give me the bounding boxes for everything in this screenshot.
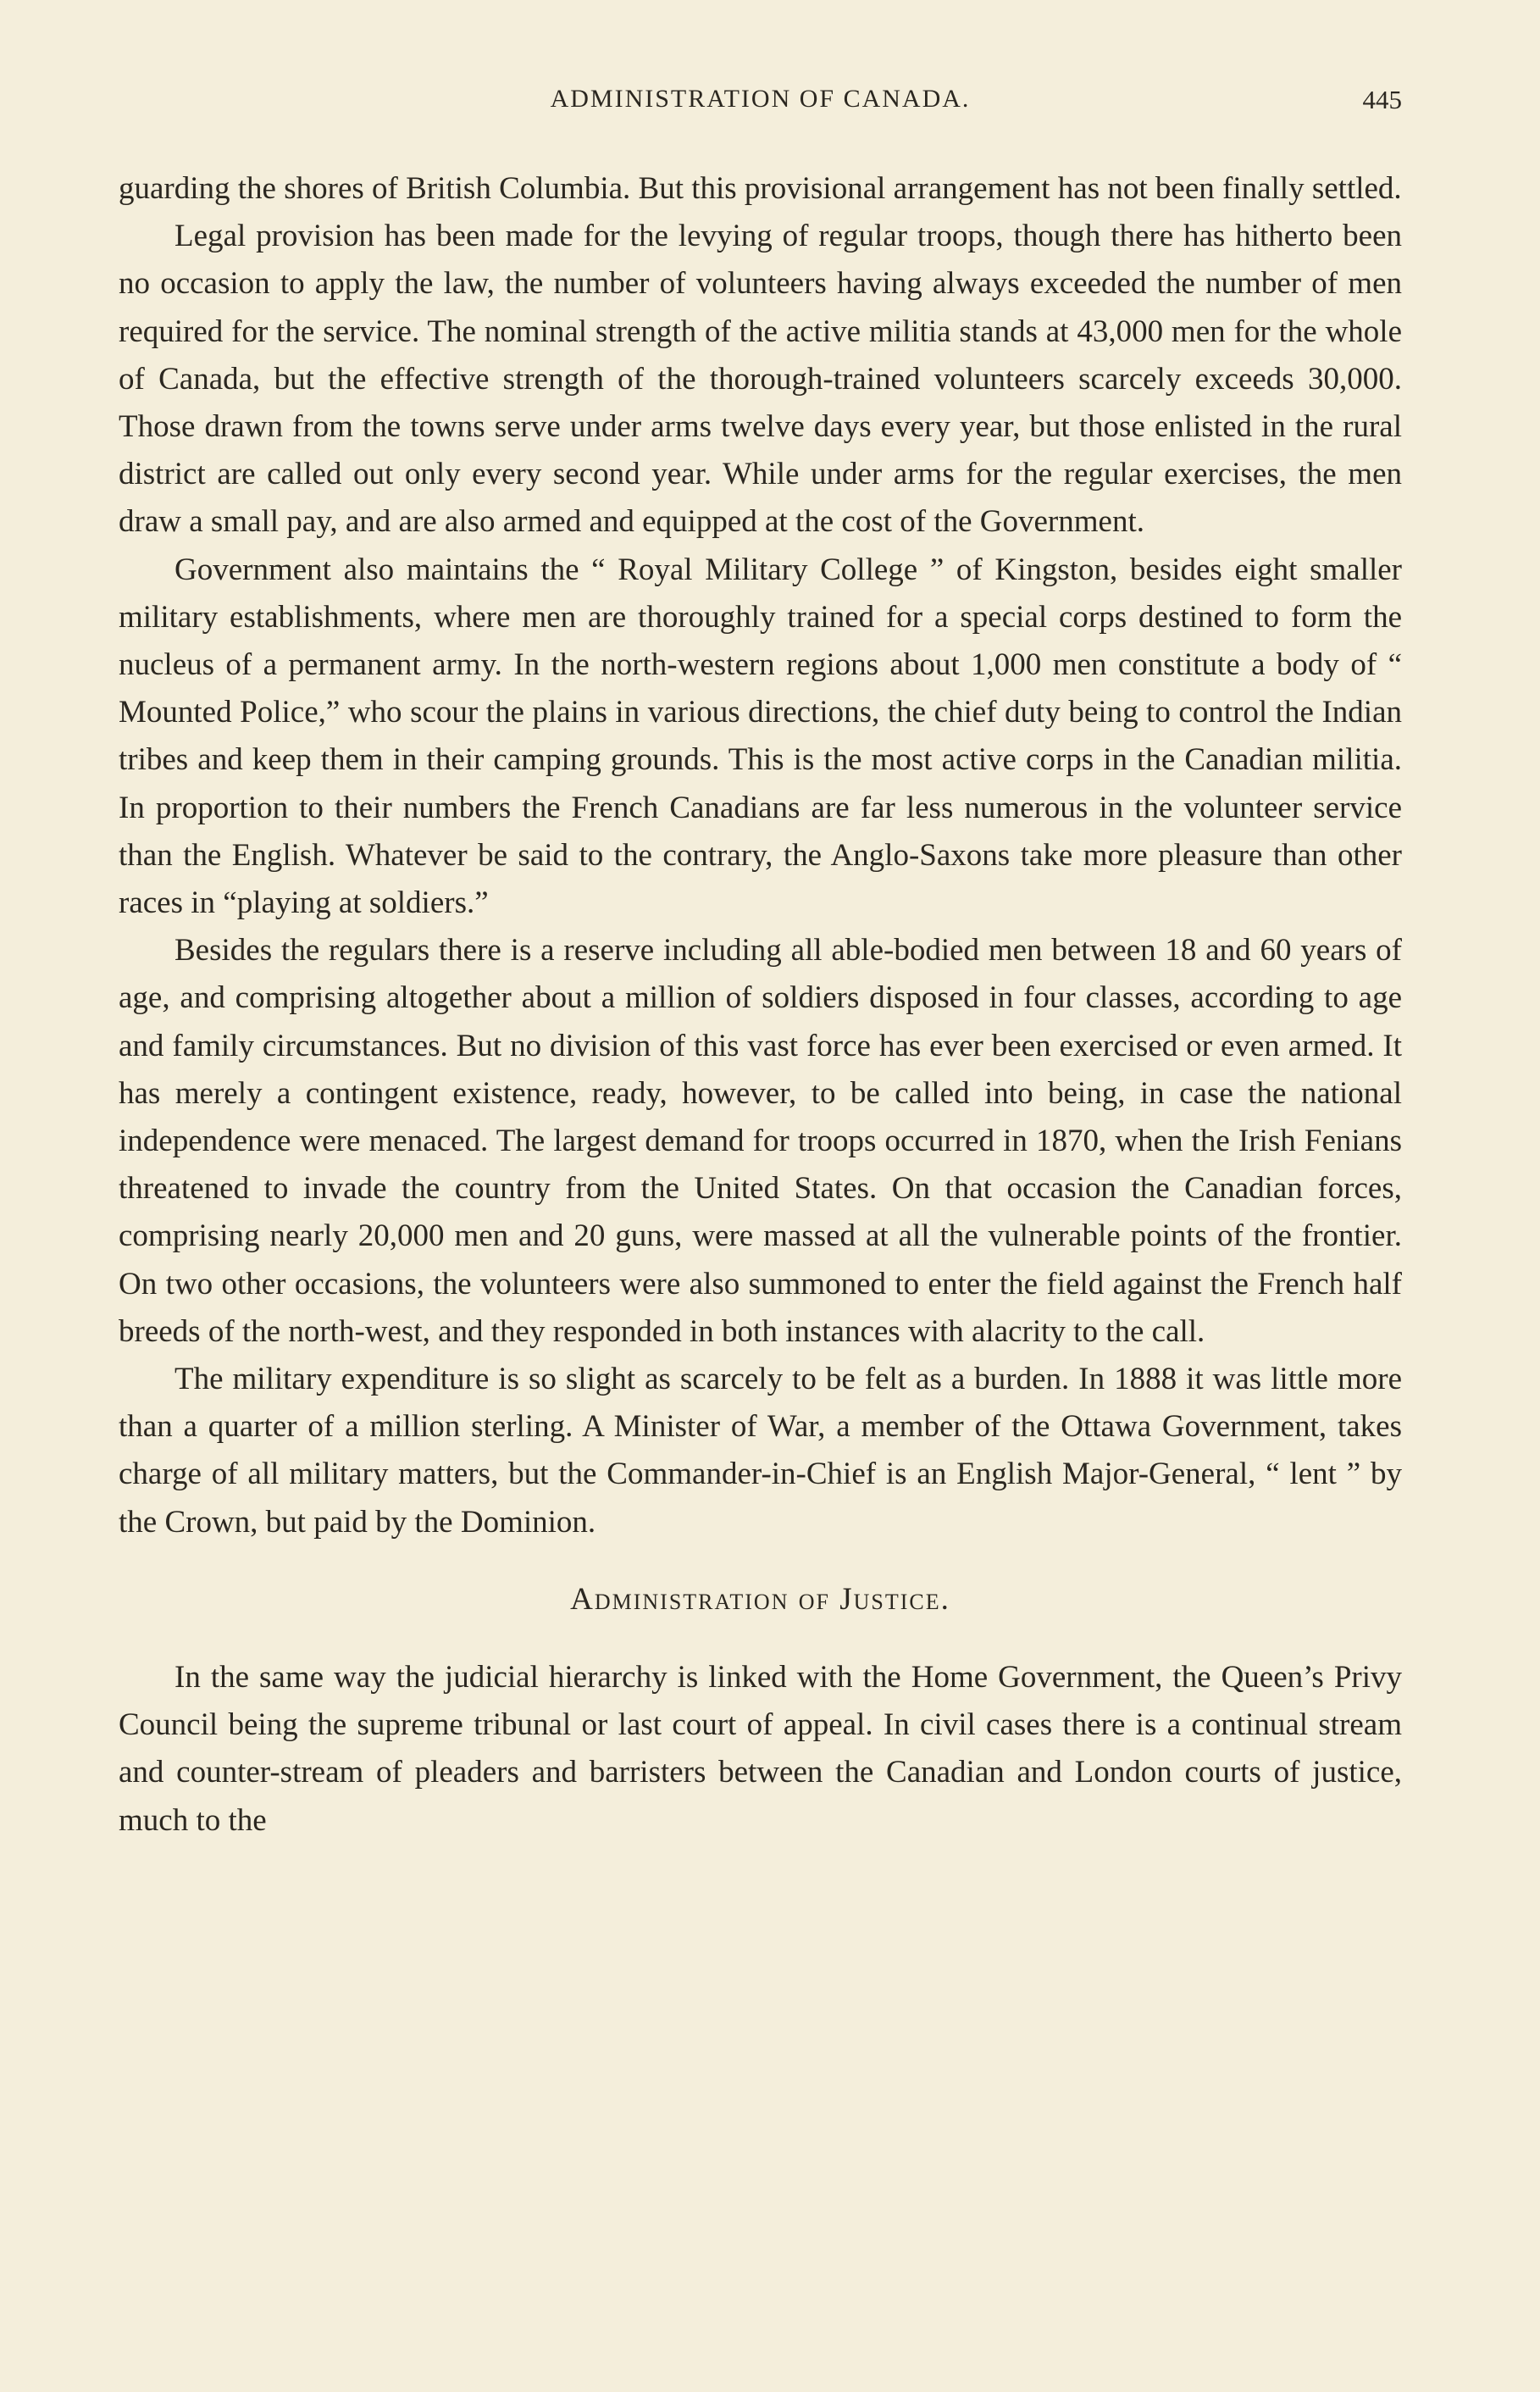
running-title: ADMINISTRATION OF CANADA.: [550, 85, 971, 113]
body-text: [119, 165, 1402, 1845]
paragraph-justice: In the same way the judicial hierarchy is linked with the Home Government, the Queen’s Privy Council being the supreme tribunal or last court of appeal. In civil cases there is a continual stream and counter-stream of pleaders and barristers between the Canadian and London courts of justice, much to the: [119, 1659, 1402, 1838]
paragraph-militia-strength: Legal provision has been made for the levying of regular troops, though there has hitherto been no occasion to apply the law, the number of volunteers having always exceeded the number of men required for the service. The nominal strength of the active militia stands at 43,000 men for the whole of Canada, but the effective strength of the thorough-trained volunteers scarcely exceeds 30,000. Those drawn from the towns serve under arms twelve days every year, but those enlisted in the rural district are called out only every second year. While under arms for the regular exercises, the men draw a small pay, and are also armed and equipped at the cost of the Government.: [119, 219, 1402, 540]
section-heading: Administration of Justice.: [570, 1581, 950, 1617]
paragraph-expenditure: The military expenditure is so slight as scarcely to be felt as a burden. In 1888 it was little more than a quarter of a million sterling. A Minister of War, a member of the Ottawa Government, takes charge of all military matters, but the Commander-in-Chief is an English Major-General, “ lent ” by the Crown, but paid by the Dominion.: [119, 1362, 1402, 1540]
page-number: 445: [1362, 85, 1402, 114]
paragraph-continuation: guarding the shores of British Columbia. But this provisional arrangement has not been finally settled.: [119, 171, 1402, 206]
paragraph-military-college: Government also maintains the “ Royal Military College ” of Kingston, besides eight smaller military establishments, where men are thoroughly trained for a special corps destined to form the nucleus of a permanent army. In the north-western regions about 1,000 men constitute a body of “ Mounted Police,” who scour the plains in various directions, the chief duty being to control the Indian tribes and keep them in their camping grounds. This is the most active corps in the Canadian militia. In proportion to their numbers the French Canadians are far less numerous in the volunteer service than the English. Whatever be said to the contrary, the Anglo-Saxons take more pleasure than other races in “playing at soldiers.”: [119, 552, 1402, 921]
paragraph-reserve: Besides the regulars there is a reserve including all able-bodied men between 18 and 60 years of age, and comprising altogether about a million of soldiers disposed in four classes, according to age and family circumstances. But no division of this vast force has ever been exercised or even armed. It has merely a contingent existence, ready, however, to be called into being, in case the national independence were menaced. The largest demand for troops occurred in 1870, when the Irish Fenians threatened to invade the country from the United States. On that occasion the Canadian forces, comprising nearly 20,000 men and 20 guns, were massed at all the vulnerable points of the frontier. On two other occasions, the volunteers were also summoned to enter the field against the French half breeds of the north-west, and they responded in both instances with alacrity to the call.: [119, 933, 1402, 1349]
running-header: [119, 85, 1402, 136]
